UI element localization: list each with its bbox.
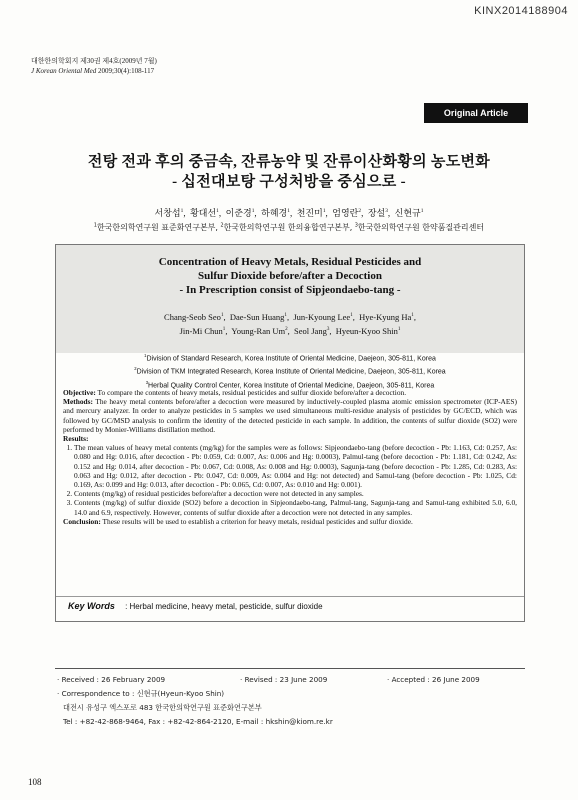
list-item: 1. The mean values of heavy metal contents (mg/kg) for the samples were as follows: Sipjeondaebo-tang (before decoction - Pb: 1.163, Cd: 0.257, As: 0.080 and Hg: 0.016, after decoction - Pb: 0.059, Cd: 0.007, As: 0.006 and Hg: 0.0003), Palmul-tang (before decoction - Pb: 1.181, Cd: 0.242, As: 0.152 and Hg: 0.014, after decoction - Pb: 0.067, Cd: 0.008, As: 0.008 and Hg: 0.0003), Sagunja-tang (before decoction - Pb: 1.285, Cd: 0.283, As: 0.063 and Hg: 0.012, after decoction - Pb: 0.047, Cd: 0.009, As: 0.004 and Hg: not detected) and Samul-tang (before decoction - Pb: 1.025, Cd: 0.169, As: 0.099 and Hg: 0.013, after decoction - Pb: 0.065, Cd: 0.007, As: 0.010 and Hg: 0.001). [74,443,517,489]
author: 서창섭$^1$ [154,208,184,218]
date-accepted: · Accepted : 26 June 2009 [387,675,480,684]
korean-title: 전탕 전과 후의 중금속, 잔류농약 및 잔류이산화황의 농도변화 [87,154,491,170]
korean-subtitle: - 십전대보탕 구성처방을 중심으로 - [172,174,406,190]
article-type-badge: Original Article [424,103,528,123]
correspondence: · Correspondence to : 신현규(Hyeun-Kyoo Shin) [57,689,225,698]
journal-volume: 2009;30(4):108-117 [96,66,155,75]
english-title: Concentration of Heavy Metals, Residual Pesticides and Sulfur Dioxide before/after a Decoction - In Prescription consist of Sipjeondaebo-tang - [158,256,422,296]
journal-korean-citation: 대한한의학회지 제30권 제4호(2009년 7월) [31,57,157,65]
english-authors: Chang-Seob Seo$^1$, Dae-Sun Huang$^1$, Jun-Kyoung Lee$^1$, Hye-Kyung Ha$^1$, Jin-Mi Chun$^1$, Young-Ran Um$^2$, Seol Jang$^3$, Hyeun-Kyoo Shin$^1$ [164,311,416,336]
correspondence-address: 대전시 유성구 엑스포로 483 한국한의학연구원 표준화연구본부 [63,703,262,712]
keywords-text: Herbal medicine, heavy metal, pesticide, sulfur dioxide [129,602,323,611]
author: 장설$^3$ [367,208,388,218]
author: 신현규$^1$ [394,208,424,218]
abstract-box [55,244,525,622]
abstract-results-label: Results: [63,434,89,444]
keywords-separator: : [122,602,130,611]
keywords-row [56,596,524,614]
date-received: · Received : 26 February 2009 [57,675,166,684]
author: 엄영란$^2$ [332,208,362,218]
list-item: 2. Contents (mg/kg) of residual pesticides before/after a decoction were not detected in any samples. [74,489,517,498]
journal-header [31,57,157,76]
author: 하혜경$^1$ [261,208,290,218]
keywords-label: Key Words [68,601,115,611]
abstract-conclusion: Conclusion: These results will be used to establish a criterion for heavy metals, residual pesticides and sulfur dioxide. [63,516,413,526]
list-item: 3. Contents (mg/kg) of sulfur dioxide (SO2) before a decoction in Sipjeondaebo-tang, Palmul-tang, Sagunja-tang and Samul-tang exhibited 5.0, 6.0, 14.0 and 6.9, respectively. However, contents of sulfur dioxide after a decoction were not detected in any samples. [74,498,517,516]
abstract-body [63,388,517,526]
author: 황대선$^1$ [190,208,219,218]
journal-english-citation [31,67,157,77]
abstract-methods: Methods: The heavy metal contents before/after a decoction were measured by inductively-coupled plasma atomic emission spectrometer (ICP-AES) and mercury analyzer. In order to analyze pesticides in 5 samples we used simultaneous multi-residue analysis of pesticides by GC/ECD, which was followed by GC/MSD analysis to confirm the identity of the detected pesticide in each sample. In addition, the contents of sulfur dioxide (SO2) were performed by Monier-Williams distillation method. [63,397,517,434]
page-number: 108 [28,777,42,787]
document-id: KINX2014188904 [474,5,568,17]
author: 천진미$^1$ [296,208,326,218]
korean-affiliations: $^1$한국한의학연구원 표준화연구본부, $^2$한국한의학연구원 한의융합연구본부, $^3$한국한의학연구원 한약품질관리센터 [93,223,485,232]
english-affiliations: $^1$Division of Standard Research, Korea Institute of Oriental Medicine, Daejeon, 305-811, Korea $^2$Division of TKM Integrated Research, Korea Institute of Oriental Medicine, Daejeon, 305-811, Korea $^3$Herbal Quality Control Center, Korea Institute of Oriental Medicine, Daejeon, 305-811, Korea [134,353,446,389]
author: 이준경$^1$ [225,208,255,218]
footer-divider [55,668,525,669]
correspondence-contact: Tel : +82-42-868-9464, Fax : +82-42-864-2120, E-mail : hkshin@kiom.re.kr [63,717,333,726]
abstract-objective: Objective: To compare the contents of heavy metals, residual pesticides and sulfur dioxide before/after a decoction. [63,388,407,397]
journal-name: J Korean Oriental Med [31,66,97,75]
korean-authors: 서창섭$^1$, 황대선$^1$, 이준경$^1$, 하혜경$^1$, 천진미$^1$, 엄영란$^2$, 장설$^3$, 신현규$^1$ [154,208,424,218]
date-revised: · Revised : 23 June 2009 [240,675,328,684]
results-list [63,443,517,517]
